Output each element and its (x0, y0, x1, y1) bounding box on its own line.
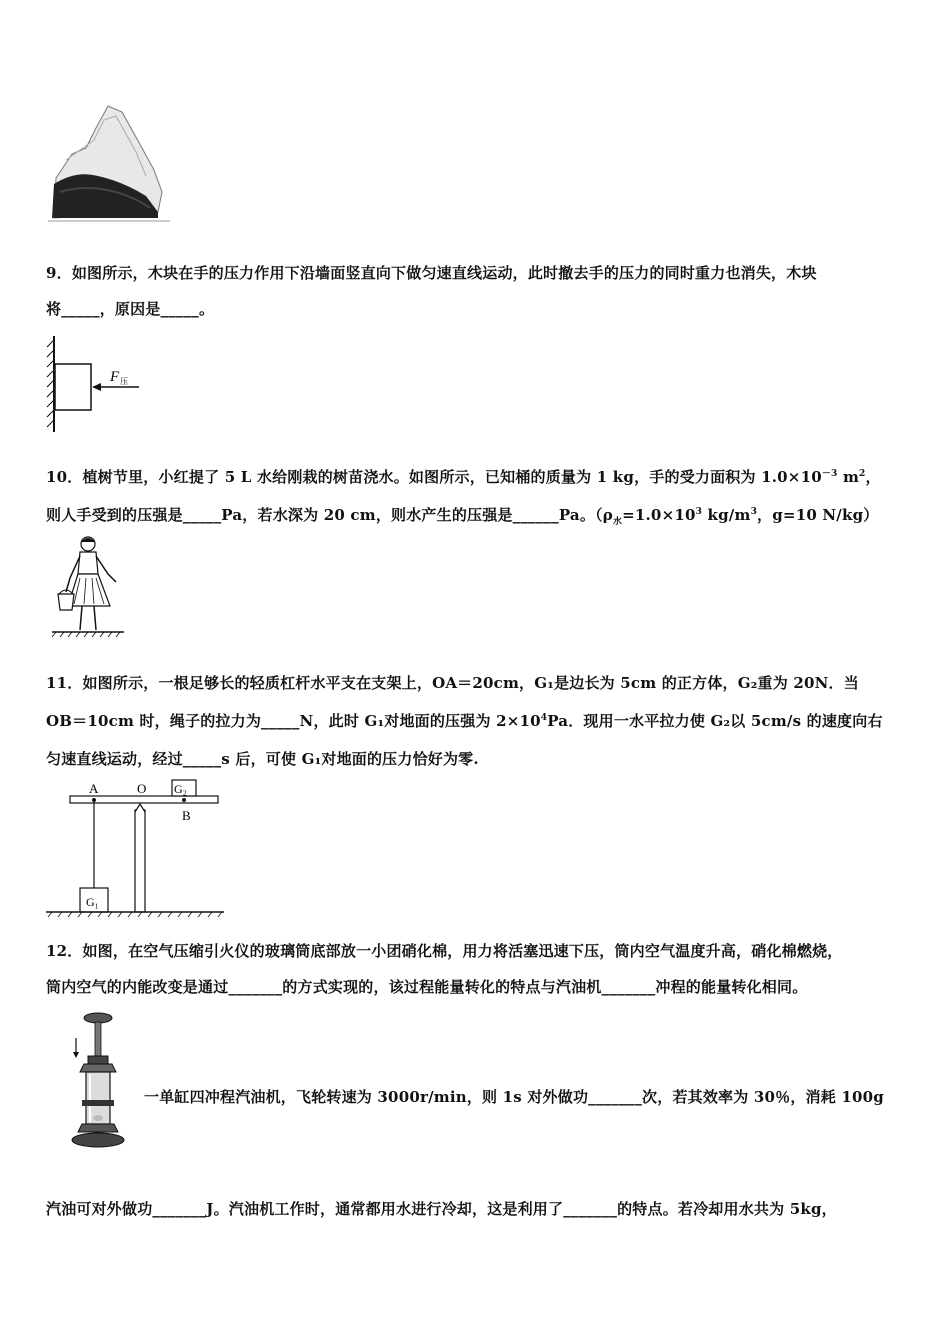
question-9-line-1: 9．如图所示，木块在手的压力作用下沿墙面竖直向下做匀速直线运动，此时撤去手的压力的同时重力也消失，木块 (46, 264, 817, 282)
question-11-line-2 (46, 710, 883, 731)
question-10-line-1 (46, 466, 881, 487)
point-a-label: A (89, 781, 99, 796)
question-11-line-1: 11．如图所示，一根足够长的轻质杠杆水平支在支架上，OA＝20cm，G₁是边长为 5cm 的正方体，G₂重为 20N．当 (46, 674, 859, 692)
q10-line2-c: kg/m (702, 506, 751, 524)
air-compression-igniter-illustration (64, 1010, 130, 1152)
question-9-line-2: 将_____，原因是_____。 (46, 300, 215, 318)
q11-line2-a: OB＝10cm 时，绳子的拉力为_____N，此时 G₁对地面的压强为 2×10 (46, 712, 541, 730)
question-12-line-2: 筒内空气的内能改变是通过_______的方式实现的，该过程能量转化的特点与汽油机_______冲程的能量转化相同。 (46, 978, 808, 996)
q10-line2-exponent: 3 (695, 507, 703, 517)
point-b-label: B (182, 808, 191, 823)
g1-label: G₁ (86, 895, 99, 909)
question-12-line-3: 一单缸四冲程汽油机，飞轮转速为 3000r/min，则 1s 对外做功_______次，若其效率为 30％，消耗 100g (144, 1088, 884, 1106)
q10-line2-d: ，g=10 N/kg） (757, 506, 879, 524)
question-12-line-4: 汽油可对外做功_______J。汽油机工作时，通常都用水进行冷却，这是利用了_______的特点。若冷却用水共为 5kg， (46, 1200, 837, 1218)
q10-line2-b: =1.0×10 (622, 506, 696, 524)
question-10-line-2 (46, 504, 878, 525)
girl-with-bucket-illustration (50, 534, 130, 640)
force-label: F (110, 369, 120, 385)
q10-exponent: －3 (821, 469, 838, 479)
q10-subscript: 水 (612, 517, 623, 527)
q11-exponent: 4 (540, 713, 548, 723)
q10-text-b: m (837, 468, 860, 486)
point-o-label: O (137, 781, 147, 796)
lever-diagram (44, 776, 228, 918)
q10-exponent-2: 2 (859, 469, 866, 479)
q10-text-a: 10．植树节里，小红提了 5 L 水给刚栽的树苗浇水。如图所示，已知桶的质量为 1 kg，手的受力面积为 1.0×10 (46, 468, 822, 486)
rock-illustration (46, 100, 171, 225)
force-subscript: 压 (120, 377, 128, 386)
q11-line2-b: Pa．现用一水平拉力使 G₂以 5cm/s 的速度向右 (547, 712, 883, 730)
question-12-line-1: 12．如图，在空气压缩引火仪的玻璃筒底部放一小团硝化棉，用力将活塞迅速下压，筒内空气温度升高，硝化棉燃烧， (46, 942, 843, 960)
question-11-line-3: 匀速直线运动，经过_____s 后，可使 G₁对地面的压力恰好为零. (46, 750, 479, 768)
q10-text-c: ， (865, 468, 881, 486)
g2-label: G₂ (174, 782, 187, 796)
q10-line2-exponent-2: 3 (750, 507, 758, 517)
q10-line2-a: 则人手受到的压强是_____Pa，若水深为 20 cm，则水产生的压强是______Pa。（ρ (46, 506, 613, 524)
block-on-wall-diagram (44, 332, 154, 434)
